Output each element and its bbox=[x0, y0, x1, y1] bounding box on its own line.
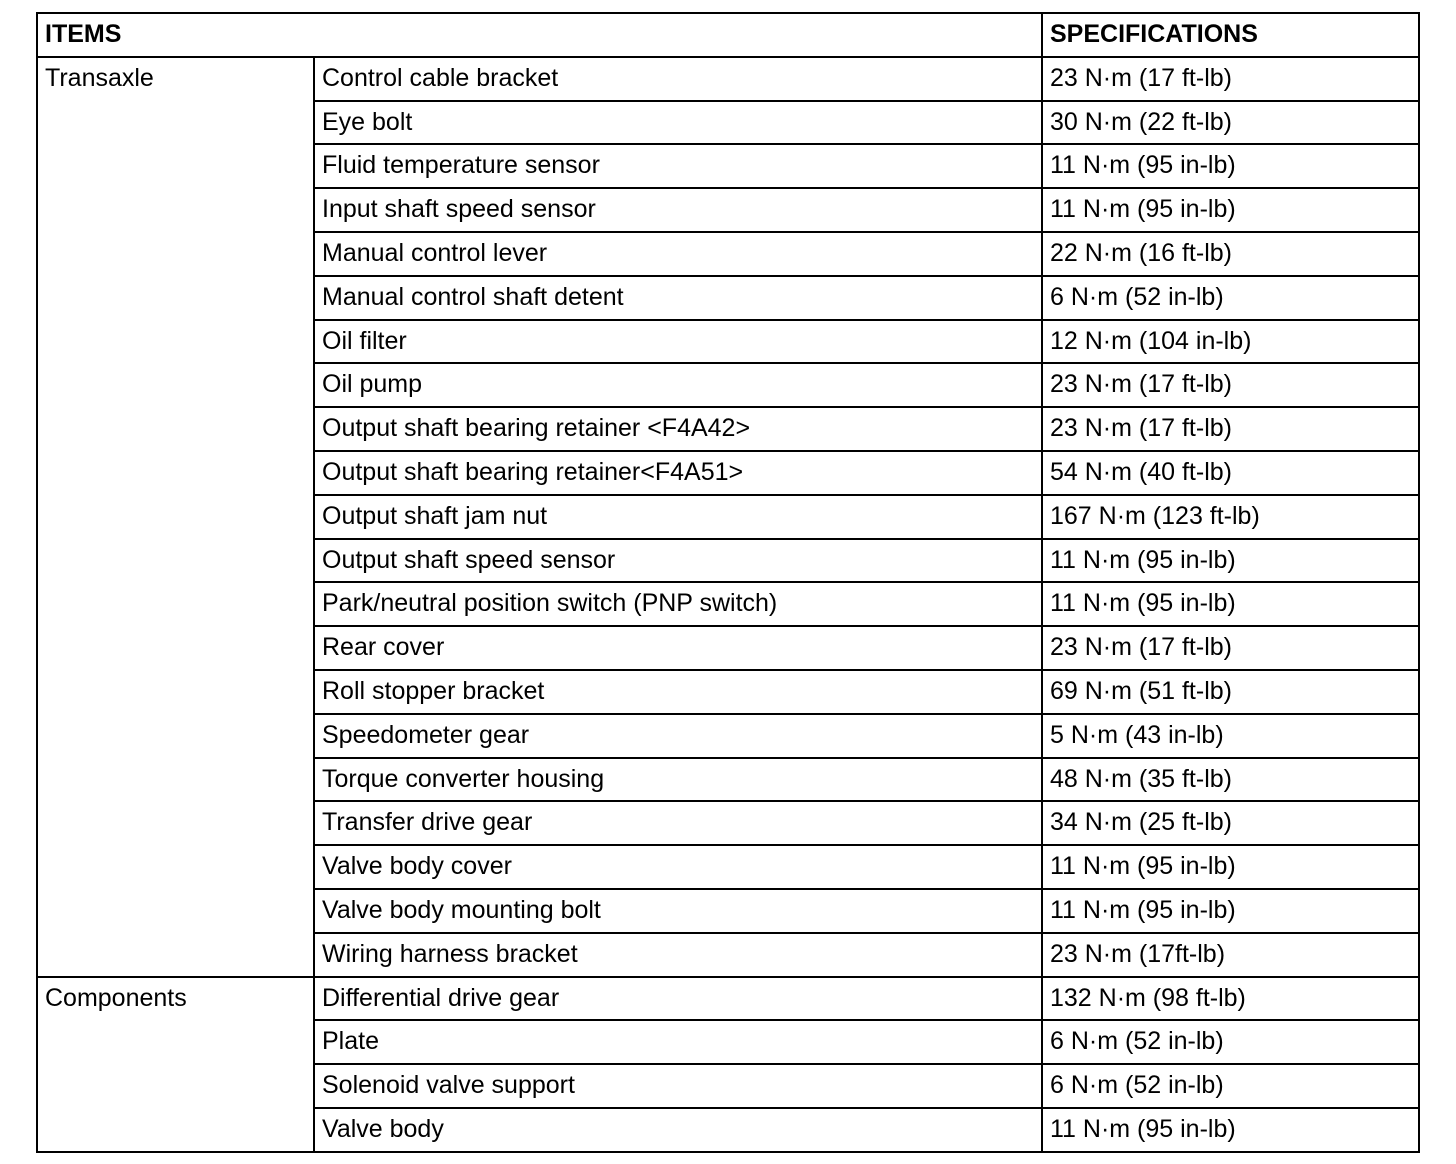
item-spec: 11 N·m (95 in-lb) bbox=[1042, 1108, 1419, 1152]
item-name: Roll stopper bracket bbox=[314, 670, 1042, 714]
item-name: Transfer drive gear bbox=[314, 801, 1042, 845]
item-spec: 11 N·m (95 in-lb) bbox=[1042, 845, 1419, 889]
table-row bbox=[37, 57, 1419, 101]
table-row bbox=[37, 977, 1419, 1021]
item-name: Differential drive gear bbox=[314, 977, 1042, 1021]
item-name: Speedometer gear bbox=[314, 714, 1042, 758]
item-spec: 11 N·m (95 in-lb) bbox=[1042, 188, 1419, 232]
item-name: Output shaft speed sensor bbox=[314, 539, 1042, 583]
item-name: Valve body bbox=[314, 1108, 1042, 1152]
item-spec: 11 N·m (95 in-lb) bbox=[1042, 539, 1419, 583]
item-spec: 23 N·m (17ft-lb) bbox=[1042, 933, 1419, 977]
item-name: Oil filter bbox=[314, 320, 1042, 364]
item-name: Valve body mounting bolt bbox=[314, 889, 1042, 933]
item-name: Valve body cover bbox=[314, 845, 1042, 889]
item-spec: 34 N·m (25 ft-lb) bbox=[1042, 801, 1419, 845]
item-spec: 132 N·m (98 ft-lb) bbox=[1042, 977, 1419, 1021]
item-spec: 167 N·m (123 ft-lb) bbox=[1042, 495, 1419, 539]
item-name: Output shaft bearing retainer <F4A42> bbox=[314, 407, 1042, 451]
item-spec: 69 N·m (51 ft-lb) bbox=[1042, 670, 1419, 714]
torque-specifications-table bbox=[36, 12, 1420, 1153]
item-spec: 48 N·m (35 ft-lb) bbox=[1042, 758, 1419, 802]
item-name: Manual control shaft detent bbox=[314, 276, 1042, 320]
item-name: Solenoid valve support bbox=[314, 1064, 1042, 1108]
item-spec: 11 N·m (95 in-lb) bbox=[1042, 144, 1419, 188]
item-name: Torque converter housing bbox=[314, 758, 1042, 802]
item-spec: 6 N·m (52 in-lb) bbox=[1042, 1064, 1419, 1108]
item-spec: 23 N·m (17 ft-lb) bbox=[1042, 57, 1419, 101]
item-name: Control cable bracket bbox=[314, 57, 1042, 101]
item-spec: 23 N·m (17 ft-lb) bbox=[1042, 363, 1419, 407]
item-name: Park/neutral position switch (PNP switch) bbox=[314, 582, 1042, 626]
item-spec: 12 N·m (104 in-lb) bbox=[1042, 320, 1419, 364]
item-spec: 5 N·m (43 in-lb) bbox=[1042, 714, 1419, 758]
items-column-header: ITEMS bbox=[37, 13, 1042, 57]
item-name: Eye bolt bbox=[314, 101, 1042, 145]
header-row bbox=[37, 13, 1419, 57]
item-name: Plate bbox=[314, 1020, 1042, 1064]
item-name: Oil pump bbox=[314, 363, 1042, 407]
item-name: Fluid temperature sensor bbox=[314, 144, 1042, 188]
group-label-transaxle: Transaxle bbox=[37, 57, 314, 977]
item-name: Rear cover bbox=[314, 626, 1042, 670]
item-spec: 30 N·m (22 ft-lb) bbox=[1042, 101, 1419, 145]
item-spec: 11 N·m (95 in-lb) bbox=[1042, 582, 1419, 626]
item-spec: 54 N·m (40 ft-lb) bbox=[1042, 451, 1419, 495]
item-name: Output shaft bearing retainer<F4A51> bbox=[314, 451, 1042, 495]
item-name: Output shaft jam nut bbox=[314, 495, 1042, 539]
item-spec: 22 N·m (16 ft-lb) bbox=[1042, 232, 1419, 276]
item-name: Input shaft speed sensor bbox=[314, 188, 1042, 232]
item-spec: 6 N·m (52 in-lb) bbox=[1042, 1020, 1419, 1064]
item-spec: 6 N·m (52 in-lb) bbox=[1042, 276, 1419, 320]
item-name: Wiring harness bracket bbox=[314, 933, 1042, 977]
specifications-column-header: SPECIFICATIONS bbox=[1042, 13, 1419, 57]
group-label-components: Components bbox=[37, 977, 314, 1152]
item-name: Manual control lever bbox=[314, 232, 1042, 276]
item-spec: 23 N·m (17 ft-lb) bbox=[1042, 407, 1419, 451]
item-spec: 23 N·m (17 ft-lb) bbox=[1042, 626, 1419, 670]
item-spec: 11 N·m (95 in-lb) bbox=[1042, 889, 1419, 933]
